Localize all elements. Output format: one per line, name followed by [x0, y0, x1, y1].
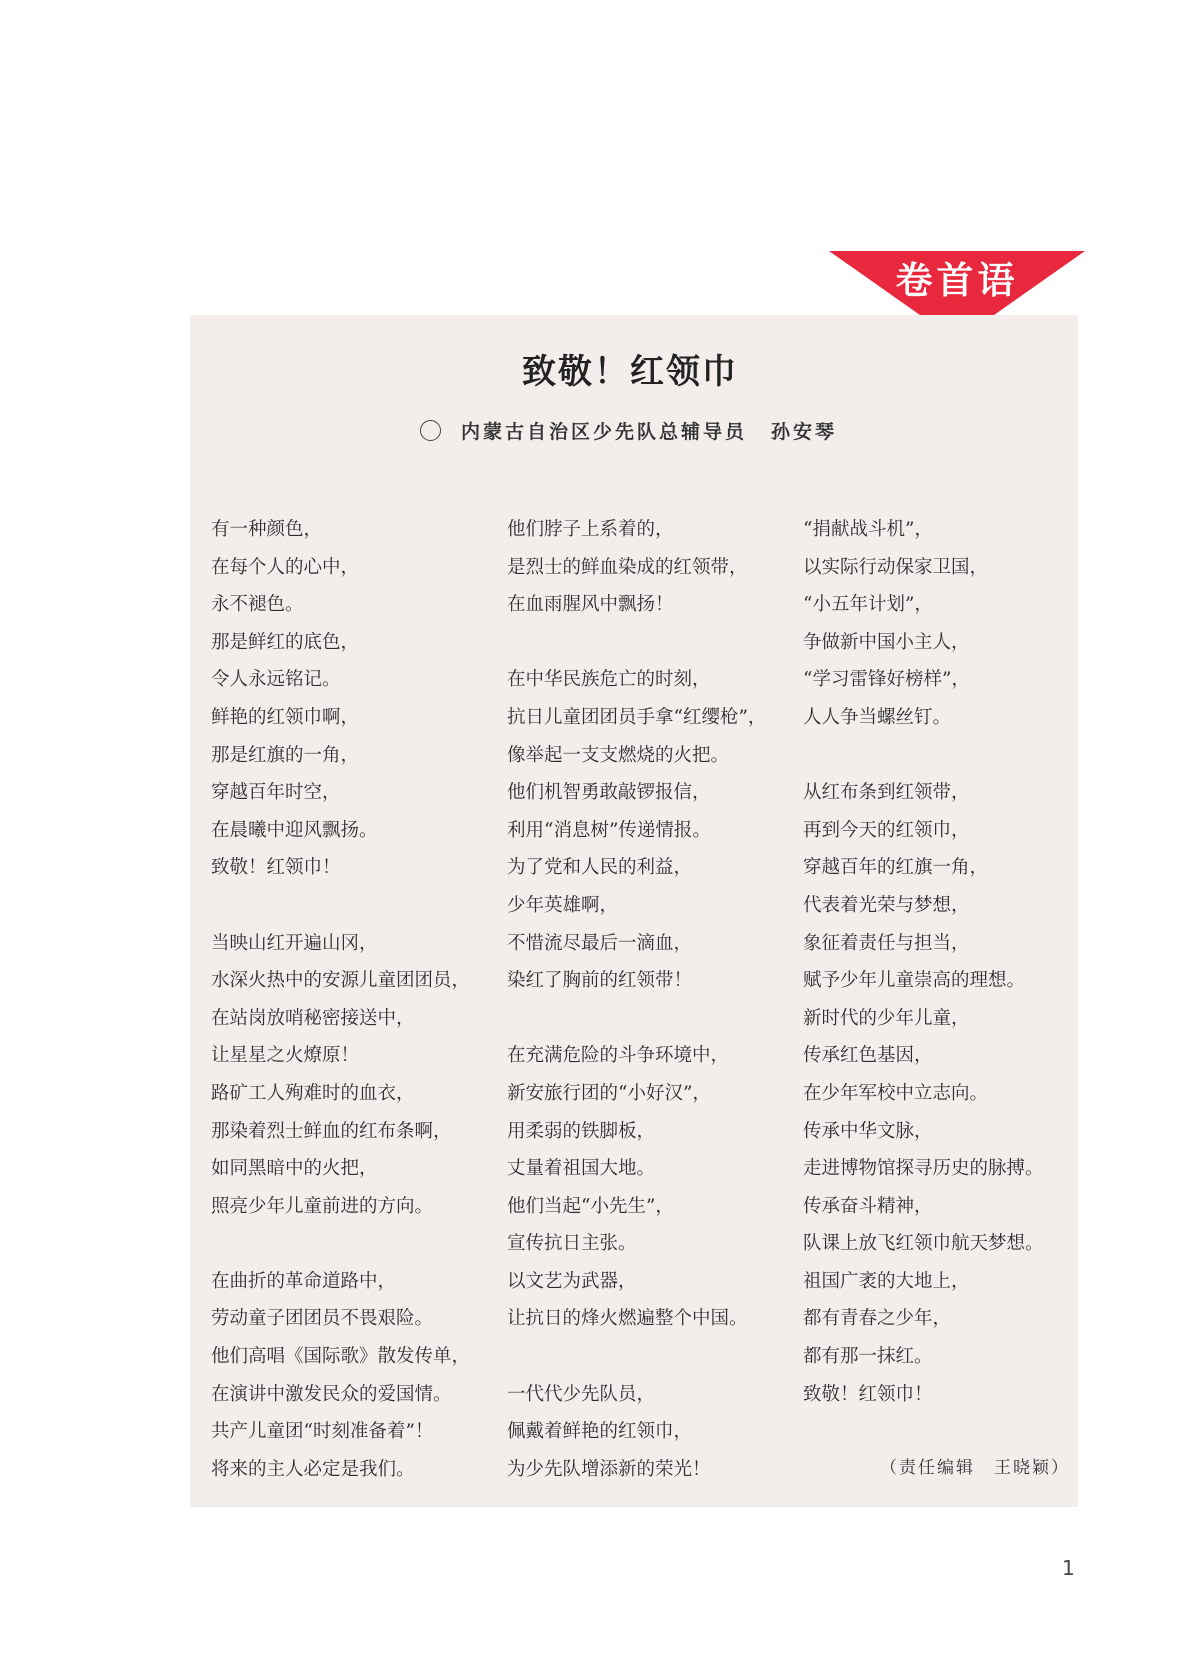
poem-line: 新安旅行团的“小好汉”，: [507, 1082, 711, 1104]
poem-column-3: [803, 511, 1044, 1413]
poem-line: 再到今天的红领巾，: [803, 819, 970, 841]
poem-line: 穿越百年时空，: [211, 782, 341, 804]
poem-line: “捐献战斗机”，: [803, 519, 933, 540]
poem-line: 那是鲜红的底色，: [211, 631, 360, 653]
poem-line: 赋予少年儿童崇高的理想。: [803, 970, 1026, 992]
page-number: 1: [1062, 1556, 1075, 1580]
poem-line: 鲜艳的红领巾啊，: [211, 706, 360, 728]
poem-line: 在少年军校中立志向。: [803, 1082, 989, 1104]
poem-line: 丈量着祖国大地。: [507, 1158, 656, 1180]
poem-line: 少年英雄啊，: [507, 894, 619, 916]
poem-line: 传承奋斗精神，: [803, 1195, 933, 1217]
poem-line: 传承红色基因，: [803, 1045, 933, 1067]
poem-line: 争做新中国小主人，: [803, 631, 970, 653]
poem-line: 照亮少年儿童前进的方向。: [211, 1195, 434, 1217]
section-badge-label: 卷首语: [895, 259, 1019, 302]
poem-line: 他们当起“小先生”，: [507, 1195, 674, 1217]
poem-line: 他们机智勇敢敲锣报信，: [507, 782, 711, 804]
poem-line: 在演讲中激发民众的爱国情。: [211, 1383, 452, 1405]
poem-line: 在曲折的革命道路中，: [211, 1270, 397, 1292]
poem-line: 以文艺为武器，: [507, 1270, 637, 1292]
poem-line: 祖国广袤的大地上，: [803, 1270, 970, 1292]
poem-line: 利用“消息树”传递情报。: [507, 819, 711, 841]
poem-line: 为少先队增添新的荣光！: [507, 1458, 711, 1480]
author-name: 孙安琴: [771, 420, 838, 443]
poem-line: 像举起一支支燃烧的火把。: [507, 744, 730, 766]
stanza-break: [507, 1000, 766, 1038]
poem-line: 宣传抗日主张。: [507, 1233, 637, 1255]
poem-line: 在站岗放哨秘密接送中，: [211, 1007, 415, 1029]
stanza-break: [211, 1225, 470, 1263]
poem-line: 让抗日的烽火燃遍整个中国。: [507, 1308, 748, 1330]
poem-line: “小五年计划”，: [803, 594, 933, 616]
poem-line: 水深火热中的安源儿童团团员，: [211, 970, 471, 992]
poem-line: 令人永远铭记。: [211, 669, 341, 691]
poem-line: 从红布条到红领带，: [803, 782, 970, 804]
poem-line: 当映山红开遍山冈，: [211, 932, 378, 954]
stanza-break: [803, 737, 1044, 775]
poem-column-1: [211, 511, 470, 1488]
poem-line: 染红了胸前的红领带！: [507, 970, 693, 992]
poem-line: 一代代少先队员，: [507, 1383, 656, 1405]
poem-line: 让星星之火燎原！: [211, 1045, 360, 1067]
poem-line: 那染着烈士鲜血的红布条啊，: [211, 1120, 452, 1142]
poem-line: 如同黑暗中的火把，: [211, 1158, 378, 1180]
poem-line: 那是红旗的一角，: [211, 744, 360, 766]
poem-line: 有一种颜色，: [211, 519, 323, 540]
poem-line: 穿越百年的红旗一角，: [803, 857, 989, 879]
circle-icon: [420, 420, 441, 441]
poem-line: 在充满危险的斗争环境中，: [507, 1045, 730, 1067]
poem-line: 是烈士的鲜血染成的红领带，: [507, 556, 748, 578]
poem-line: 都有青春之少年，: [803, 1308, 952, 1330]
poem-line: 传承中华文脉，: [803, 1120, 933, 1142]
poem-line: 致敬！红领巾！: [211, 857, 341, 879]
poem-line: 抗日儿童团团员手拿“红缨枪”，: [507, 706, 767, 728]
byline: [420, 412, 837, 448]
poem-column-2: [507, 511, 766, 1488]
stanza-break: [211, 887, 470, 925]
poem-line: 佩戴着鲜艳的红领巾，: [507, 1421, 693, 1443]
poem-line: 象征着责任与担当，: [803, 932, 970, 954]
poem-line: 劳动童子团团员不畏艰险。: [211, 1308, 434, 1330]
poem-line: 为了党和人民的利益，: [507, 857, 693, 879]
poem-line: 新时代的少年儿童，: [803, 1007, 970, 1029]
poem-line: 代表着光荣与梦想，: [803, 894, 970, 916]
author-title: 内蒙古自治区少先队总辅导员: [461, 420, 748, 443]
poem-line: 在晨曦中迎风飘扬。: [211, 819, 378, 841]
poem-line: 都有那一抹红。: [803, 1346, 933, 1368]
poem-line: 共产儿童团“时刻准备着”！: [211, 1421, 434, 1443]
poem-line: 将来的主人必定是我们。: [211, 1458, 415, 1480]
poem-line: 在中华民族危亡的时刻，: [507, 669, 711, 691]
poem-line: 队课上放飞红领巾航天梦想。: [803, 1233, 1044, 1255]
poem-line: 他们脖子上系着的，: [507, 519, 674, 540]
poem-line: 路矿工人殉难时的血衣，: [211, 1082, 415, 1104]
poem-line: 以实际行动保家卫国，: [803, 556, 989, 578]
editor-credit: （责任编辑 王晓颖）: [880, 1458, 1070, 1478]
stanza-break: [507, 1338, 766, 1376]
poem-line: 用柔弱的铁脚板，: [507, 1120, 656, 1142]
poem-line: 在血雨腥风中飘扬！: [507, 594, 674, 616]
poem-line: 在每个人的心中，: [211, 556, 360, 578]
poem-line: 人人争当螺丝钉。: [803, 706, 952, 728]
stanza-break: [507, 624, 766, 662]
poem-line: 走进博物馆探寻历史的脉搏。: [803, 1158, 1044, 1180]
poem-line: 永不褪色。: [211, 594, 304, 616]
poem-line: 不惜流尽最后一滴血，: [507, 932, 693, 954]
poem-line: “学习雷锋好榜样”，: [803, 669, 970, 691]
poem-line: 他们高唱《国际歌》散发传单，: [211, 1346, 471, 1368]
poem-line: 致敬！红领巾！: [803, 1383, 933, 1405]
article-title: 致敬！红领巾: [522, 352, 738, 392]
